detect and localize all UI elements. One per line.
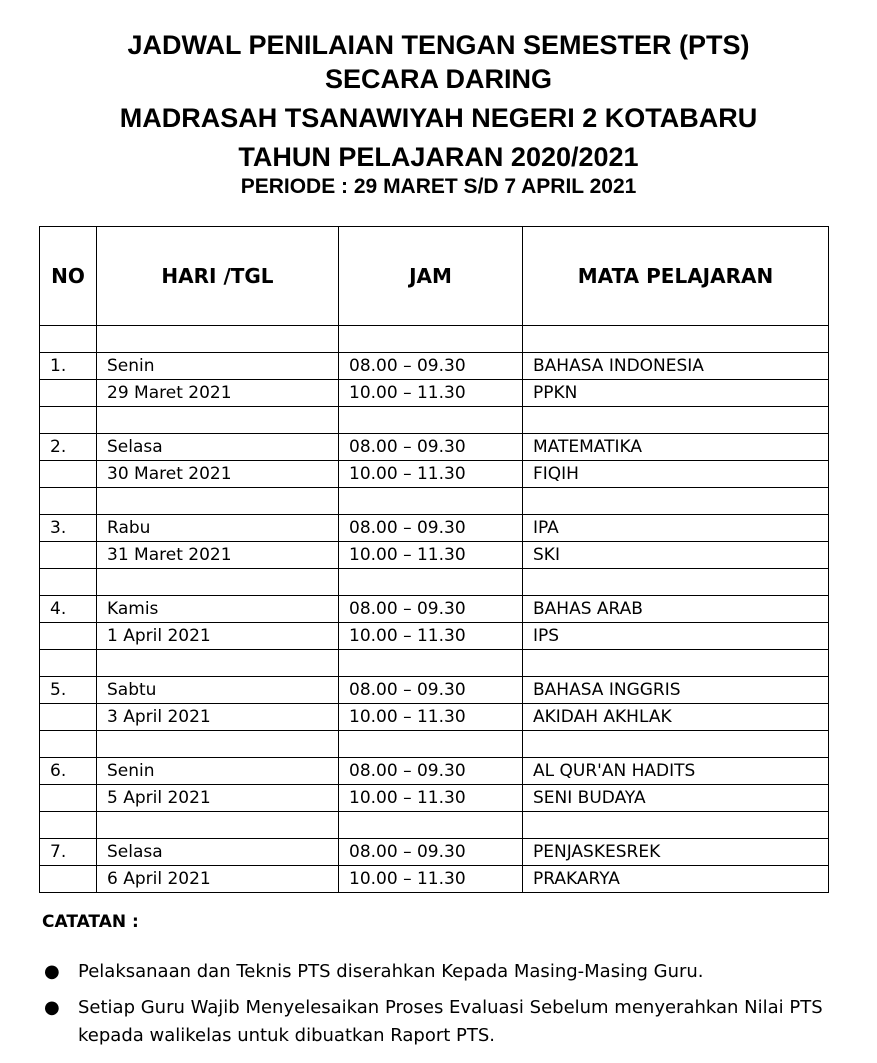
cell-time: 10.00 – 11.30 [339, 704, 523, 731]
cell-time: 08.00 – 09.30 [339, 515, 523, 542]
cell-time: 10.00 – 11.30 [339, 623, 523, 650]
empty-cell [97, 326, 339, 353]
cell-day: Selasa [97, 434, 339, 461]
empty-cell [40, 812, 97, 839]
empty-cell [40, 488, 97, 515]
cell-time: 08.00 – 09.30 [339, 677, 523, 704]
note-text: Setiap Guru Wajib Menyelesaikan Proses Evaluasi Sebelum menyerahkan Nilai PTS kepada walikelas untuk dibuatkan Raport PTS. [78, 997, 823, 1046]
cell-subject: MATEMATIKA [523, 434, 829, 461]
cell-date: 3 April 2021 [97, 704, 339, 731]
schedule-body [40, 326, 829, 893]
table-header-row [40, 227, 829, 326]
cell-subject: PENJASKESREK [523, 839, 829, 866]
cell-time: 08.00 – 09.30 [339, 353, 523, 380]
column-header-subject: MATA PELAJARAN [523, 227, 829, 326]
spacer-row [40, 569, 829, 596]
cell-subject: BAHASA INGGRIS [523, 677, 829, 704]
empty-cell [339, 812, 523, 839]
column-header-day: HARI /TGL [97, 227, 339, 326]
empty-cell [339, 407, 523, 434]
cell-subject: BAHASA INDONESIA [523, 353, 829, 380]
table-row [40, 677, 829, 704]
cell-day: Senin [97, 353, 339, 380]
empty-cell [40, 623, 97, 650]
empty-cell [523, 326, 829, 353]
cell-time: 08.00 – 09.30 [339, 839, 523, 866]
cell-date: 6 April 2021 [97, 866, 339, 893]
column-header-no: NO [40, 227, 97, 326]
spacer-row [40, 326, 829, 353]
cell-day: Rabu [97, 515, 339, 542]
empty-cell [40, 326, 97, 353]
cell-day: Selasa [97, 839, 339, 866]
empty-cell [40, 380, 97, 407]
title-line-2: SECARA DARING [324, 64, 552, 94]
empty-cell [523, 407, 829, 434]
cell-date: 29 Maret 2021 [97, 380, 339, 407]
cell-subject: IPA [523, 515, 829, 542]
empty-cell [97, 812, 339, 839]
table-row [40, 623, 829, 650]
notes-label: CATATAN : [42, 912, 139, 932]
title-line-3: MADRASAH TSANAWIYAH NEGERI 2 KOTABARU [119, 103, 758, 133]
cell-no: 4. [40, 596, 97, 623]
cell-subject: AL QUR'AN HADITS [523, 758, 829, 785]
cell-no: 1. [40, 353, 97, 380]
cell-day: Senin [97, 758, 339, 785]
table-row [40, 461, 829, 488]
empty-cell [40, 461, 97, 488]
cell-date: 30 Maret 2021 [97, 461, 339, 488]
cell-subject: BAHAS ARAB [523, 596, 829, 623]
empty-cell [523, 488, 829, 515]
period-line: PERIODE : 29 MARET S/D 7 APRIL 2021 [240, 175, 637, 198]
table-row [40, 785, 829, 812]
empty-cell [40, 407, 97, 434]
cell-no: 6. [40, 758, 97, 785]
empty-cell [40, 866, 97, 893]
empty-cell [40, 704, 97, 731]
cell-date: 1 April 2021 [97, 623, 339, 650]
table-row [40, 515, 829, 542]
cell-subject: PPKN [523, 380, 829, 407]
title-line-4: TAHUN PELAJARAN 2020/2021 [238, 142, 639, 172]
empty-cell [339, 569, 523, 596]
empty-cell [339, 488, 523, 515]
table-row [40, 596, 829, 623]
note-text: Pelaksanaan dan Teknis PTS diserahkan Kepada Masing-Masing Guru. [78, 961, 704, 982]
empty-cell [97, 569, 339, 596]
spacer-row [40, 488, 829, 515]
table-row [40, 434, 829, 461]
cell-subject: SKI [523, 542, 829, 569]
empty-cell [97, 650, 339, 677]
schedule-table [39, 226, 829, 893]
cell-subject: PRAKARYA [523, 866, 829, 893]
cell-no: 7. [40, 839, 97, 866]
cell-subject: SENI BUDAYA [523, 785, 829, 812]
empty-cell [523, 569, 829, 596]
spacer-row [40, 812, 829, 839]
cell-time: 08.00 – 09.30 [339, 434, 523, 461]
table-row [40, 866, 829, 893]
table-row [40, 839, 829, 866]
empty-cell [523, 731, 829, 758]
cell-subject: FIQIH [523, 461, 829, 488]
empty-cell [339, 731, 523, 758]
table-row [40, 380, 829, 407]
spacer-row [40, 650, 829, 677]
cell-date: 5 April 2021 [97, 785, 339, 812]
cell-no: 3. [40, 515, 97, 542]
notes-list [40, 958, 860, 1058]
empty-cell [40, 542, 97, 569]
empty-cell [40, 731, 97, 758]
cell-time: 10.00 – 11.30 [339, 785, 523, 812]
empty-cell [523, 650, 829, 677]
bullet-icon: ● [44, 997, 60, 1018]
empty-cell [97, 407, 339, 434]
cell-time: 10.00 – 11.30 [339, 542, 523, 569]
cell-no: 5. [40, 677, 97, 704]
cell-time: 10.00 – 11.30 [339, 461, 523, 488]
empty-cell [523, 812, 829, 839]
cell-time: 08.00 – 09.30 [339, 596, 523, 623]
table-row [40, 758, 829, 785]
table-row [40, 353, 829, 380]
cell-time: 08.00 – 09.30 [339, 758, 523, 785]
table-row [40, 704, 829, 731]
cell-subject: IPS [523, 623, 829, 650]
cell-day: Sabtu [97, 677, 339, 704]
cell-date: 31 Maret 2021 [97, 542, 339, 569]
cell-subject: AKIDAH AKHLAK [523, 704, 829, 731]
cell-no: 2. [40, 434, 97, 461]
note-item [40, 994, 860, 1050]
cell-time: 10.00 – 11.30 [339, 380, 523, 407]
empty-cell [97, 731, 339, 758]
column-header-time: JAM [339, 227, 523, 326]
empty-cell [40, 785, 97, 812]
bullet-icon: ● [44, 961, 60, 982]
empty-cell [97, 488, 339, 515]
note-item [40, 958, 860, 986]
empty-cell [40, 569, 97, 596]
title-line-1: JADWAL PENILAIAN TENGAN SEMESTER (PTS) [127, 30, 750, 60]
cell-day: Kamis [97, 596, 339, 623]
cell-time: 10.00 – 11.30 [339, 866, 523, 893]
spacer-row [40, 407, 829, 434]
empty-cell [339, 326, 523, 353]
table-row [40, 542, 829, 569]
spacer-row [40, 731, 829, 758]
empty-cell [40, 650, 97, 677]
empty-cell [339, 650, 523, 677]
